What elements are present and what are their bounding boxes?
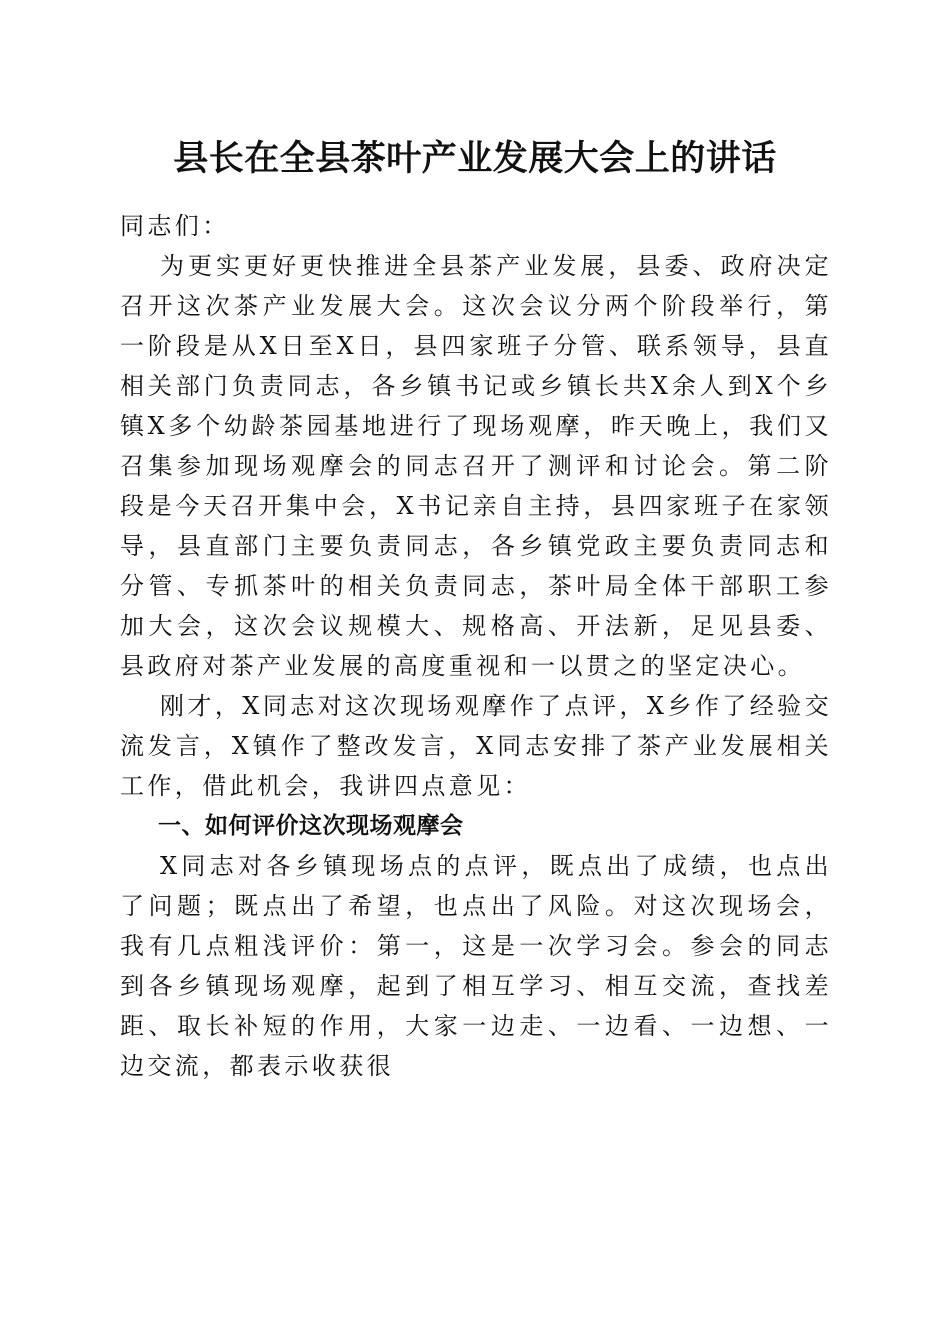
paragraph-1: 为更实更好更快推进全县茶产业发展，县委、政府决定召开这次茶产业发展大会。这次会议分两个阶段举行，第一阶段是从X日至X日，县四家班子分管、联系领导，县直相关部门负责同志，各乡镇书记或乡镇长共X余人到X个乡镇X多个幼龄茶园基地进行了现场观摩，昨天晚上，我们又召集参加现场观摩会的同志召开了测评和讨论会。第二阶段是今天召开集中会，X书记亲自主持，县四家班子在家领导，县直部门主要负责同志，各乡镇党政主要负责同志和分管、专抓茶叶的相关负责同志，茶叶局全体干部职工参加大会，这次会议规模大、规格高、开法新，足见县委、县政府对茶产业发展的高度重视和一以贯之的坚定决心。 bbox=[120, 252, 832, 680]
document-body bbox=[120, 206, 832, 1086]
section-heading: 一、如何评价这次现场观摩会 bbox=[158, 813, 464, 839]
document-title: 县长在全县茶叶产业发展大会上的讲话 bbox=[173, 138, 777, 179]
salutation: 同志们： bbox=[120, 212, 230, 240]
paragraph-2: 刚才，X同志对这次现场观摩作了点评，X乡作了经验交流发言，X镇作了整改发言，X同志安排了茶产业发展相关工作，借此机会，我讲四点意见： bbox=[120, 692, 832, 800]
section-paragraph: X同志对各乡镇现场点的点评，既点出了成绩，也点出了问题；既点出了希望，也点出了风险。对这次现场会，我有几点粗浅评价：第一，这是一次学习会。参会的同志到各乡镇现场观摩，起到了相互学习、相互交流，查找差距、取长补短的作用，大家一边走、一边看、一边想、一边交流，都表示收获很 bbox=[120, 852, 832, 1080]
